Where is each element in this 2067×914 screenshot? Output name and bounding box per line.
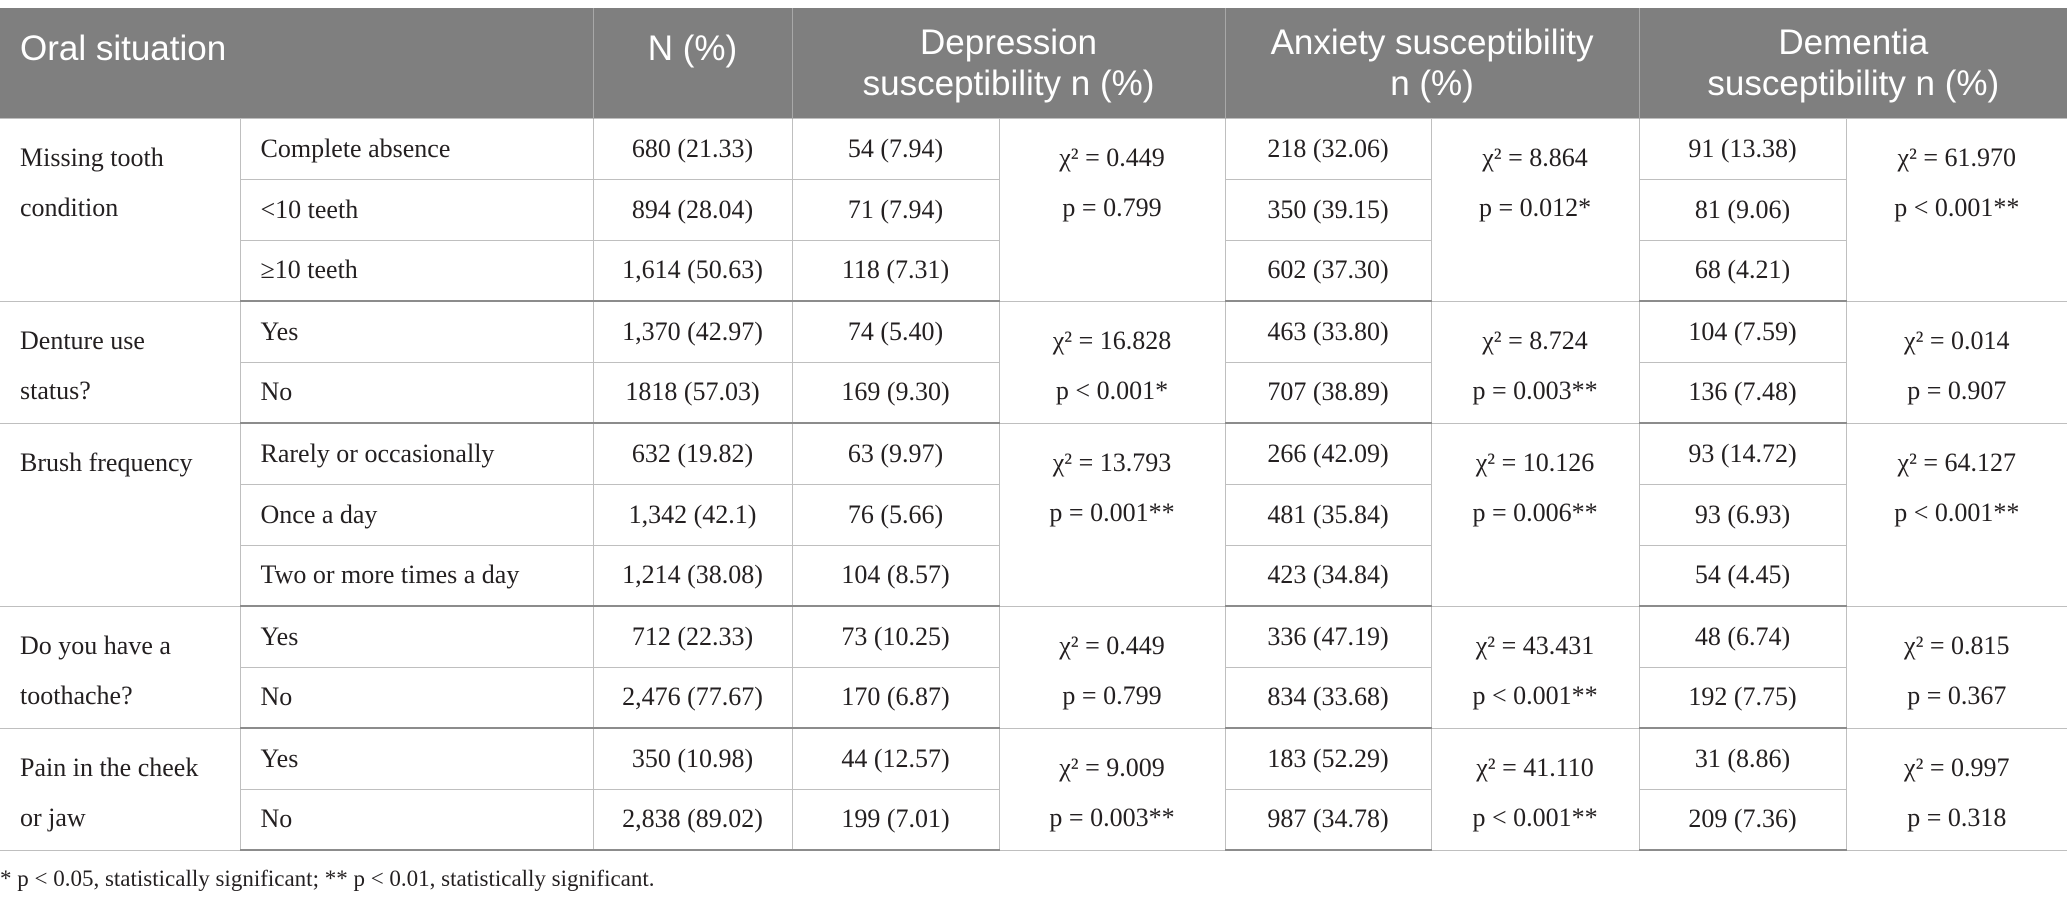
dementia-count-cell: 209 (7.36) (1639, 789, 1846, 850)
chi-square-value: χ² = 64.127 (1897, 447, 2017, 477)
anxiety-count-cell: 266 (42.09) (1225, 423, 1431, 484)
chi-square-value: χ² = 0.997 (1904, 752, 2010, 782)
p-value: p = 0.318 (1907, 802, 2007, 832)
p-value: p = 0.006** (1472, 497, 1598, 527)
header-anxiety-line-1: Anxiety susceptibility (1270, 22, 1594, 62)
dementia-count-cell: 93 (14.72) (1639, 423, 1846, 484)
n-percent-cell: 1,214 (38.08) (593, 545, 792, 606)
dementia-count-cell: 68 (4.21) (1639, 240, 1846, 301)
n-percent-cell: 2,476 (77.67) (593, 667, 792, 728)
p-value: p = 0.799 (1062, 192, 1162, 222)
anxiety-count-cell: 834 (33.68) (1225, 667, 1431, 728)
depression-count-cell: 44 (12.57) (792, 728, 999, 789)
anxiety-count-cell: 218 (32.06) (1225, 118, 1431, 179)
n-percent-cell: 632 (19.82) (593, 423, 792, 484)
depression-stat-cell (999, 728, 1225, 850)
row-level-label: No (240, 789, 593, 850)
table-row (0, 423, 2067, 484)
p-value: p = 0.001** (1049, 497, 1175, 527)
p-value: p = 0.907 (1907, 375, 2007, 405)
depression-count-cell: 63 (9.97) (792, 423, 999, 484)
header-dementia-line-1: Dementia (1778, 22, 1929, 62)
p-value: p = 0.012* (1478, 192, 1592, 222)
row-level-label: No (240, 667, 593, 728)
n-percent-cell: 1,342 (42.1) (593, 484, 792, 545)
anxiety-count-cell: 481 (35.84) (1225, 484, 1431, 545)
header-row (0, 8, 2067, 118)
n-percent-cell: 350 (10.98) (593, 728, 792, 789)
depression-count-cell: 73 (10.25) (792, 606, 999, 667)
depression-count-cell: 118 (7.31) (792, 240, 999, 301)
p-value: p = 0.799 (1062, 680, 1162, 710)
anxiety-count-cell: 602 (37.30) (1225, 240, 1431, 301)
dementia-count-cell: 136 (7.48) (1639, 362, 1846, 423)
dementia-count-cell: 31 (8.86) (1639, 728, 1846, 789)
depression-stat-cell (999, 423, 1225, 606)
anxiety-stat-cell (1431, 728, 1639, 850)
dementia-stat-cell (1846, 606, 2067, 728)
row-level-label: Once a day (240, 484, 593, 545)
anxiety-stat-cell (1431, 423, 1639, 606)
depression-count-cell: 104 (8.57) (792, 545, 999, 606)
chi-square-value: χ² = 10.126 (1475, 447, 1595, 477)
row-level-label: <10 teeth (240, 179, 593, 240)
depression-count-cell: 170 (6.87) (792, 667, 999, 728)
table-row (0, 118, 2067, 179)
chi-square-value: χ² = 16.828 (1052, 325, 1172, 355)
header-anxiety-line-2: n (%) (1390, 63, 1474, 103)
table-row (0, 606, 2067, 667)
depression-count-cell: 54 (7.94) (792, 118, 999, 179)
anxiety-stat-cell (1431, 301, 1639, 423)
n-percent-cell: 1818 (57.03) (593, 362, 792, 423)
n-percent-cell: 894 (28.04) (593, 179, 792, 240)
table-row (0, 728, 2067, 789)
p-value: p < 0.001** (1894, 192, 2020, 222)
row-level-label: Complete absence (240, 118, 593, 179)
row-level-label: Rarely or occasionally (240, 423, 593, 484)
dementia-count-cell: 81 (9.06) (1639, 179, 1846, 240)
anxiety-count-cell: 350 (39.15) (1225, 179, 1431, 240)
row-level-label: ≥10 teeth (240, 240, 593, 301)
chi-square-value: χ² = 8.864 (1482, 142, 1588, 172)
chi-square-value: χ² = 0.449 (1059, 142, 1165, 172)
row-group-label: Denture use status? (0, 301, 240, 423)
chi-square-value: χ² = 8.724 (1482, 325, 1588, 355)
row-group-label: Missing tooth condition (0, 118, 240, 301)
anxiety-count-cell: 183 (52.29) (1225, 728, 1431, 789)
header-dementia-line-2: susceptibility n (%) (1707, 63, 2000, 103)
header-depression-line-1: Depression (919, 22, 1098, 62)
header-depression (792, 8, 1225, 118)
p-value: p = 0.003** (1049, 802, 1175, 832)
chi-square-value: χ² = 9.009 (1059, 752, 1165, 782)
chi-square-value: χ² = 41.110 (1476, 752, 1594, 782)
chi-square-value: χ² = 0.014 (1904, 325, 2010, 355)
chi-square-value: χ² = 61.970 (1897, 142, 2017, 172)
row-level-label: Two or more times a day (240, 545, 593, 606)
dementia-count-cell: 91 (13.38) (1639, 118, 1846, 179)
footnote: * p < 0.05, statistically significant; ** p < 0.01, statistically significant. (0, 866, 655, 891)
dementia-stat-cell (1846, 301, 2067, 423)
p-value: p = 0.367 (1907, 680, 2007, 710)
p-value: p < 0.001** (1894, 497, 2020, 527)
results-table (0, 8, 2067, 851)
header-n-percent: N (%) (593, 8, 792, 118)
row-level-label: Yes (240, 301, 593, 362)
header-dementia (1639, 8, 2067, 118)
row-level-label: No (240, 362, 593, 423)
row-level-label: Yes (240, 728, 593, 789)
depression-stat-cell (999, 606, 1225, 728)
header-oral-situation: Oral situation (0, 8, 593, 118)
anxiety-count-cell: 707 (38.89) (1225, 362, 1431, 423)
dementia-stat-cell (1846, 728, 2067, 850)
depression-stat-cell (999, 301, 1225, 423)
n-percent-cell: 1,614 (50.63) (593, 240, 792, 301)
row-group-label: Pain in the cheek or jaw (0, 728, 240, 850)
table-body (0, 118, 2067, 850)
depression-stat-cell (999, 118, 1225, 301)
dementia-stat-cell (1846, 423, 2067, 606)
anxiety-stat-cell (1431, 606, 1639, 728)
p-value: p < 0.001** (1472, 680, 1598, 710)
header-depression-line-2: susceptibility n (%) (862, 63, 1155, 103)
n-percent-cell: 1,370 (42.97) (593, 301, 792, 362)
n-percent-cell: 680 (21.33) (593, 118, 792, 179)
anxiety-count-cell: 336 (47.19) (1225, 606, 1431, 667)
p-value: p < 0.001** (1472, 802, 1598, 832)
table-row (0, 301, 2067, 362)
anxiety-stat-cell (1431, 118, 1639, 301)
depression-count-cell: 76 (5.66) (792, 484, 999, 545)
depression-count-cell: 169 (9.30) (792, 362, 999, 423)
p-value: p = 0.003** (1472, 375, 1598, 405)
row-group-label: Brush frequency (0, 423, 240, 606)
row-level-label: Yes (240, 606, 593, 667)
anxiety-count-cell: 423 (34.84) (1225, 545, 1431, 606)
depression-count-cell: 71 (7.94) (792, 179, 999, 240)
depression-count-cell: 199 (7.01) (792, 789, 999, 850)
dementia-count-cell: 93 (6.93) (1639, 484, 1846, 545)
chi-square-value: χ² = 0.449 (1059, 630, 1165, 660)
chi-square-value: χ² = 13.793 (1052, 447, 1172, 477)
row-group-label: Do you have a toothache? (0, 606, 240, 728)
chi-square-value: χ² = 0.815 (1904, 630, 2010, 660)
dementia-count-cell: 104 (7.59) (1639, 301, 1846, 362)
dementia-count-cell: 48 (6.74) (1639, 606, 1846, 667)
dementia-stat-cell (1846, 118, 2067, 301)
n-percent-cell: 712 (22.33) (593, 606, 792, 667)
header-anxiety (1225, 8, 1639, 118)
anxiety-count-cell: 463 (33.80) (1225, 301, 1431, 362)
p-value: p < 0.001* (1055, 375, 1169, 405)
anxiety-count-cell: 987 (34.78) (1225, 789, 1431, 850)
n-percent-cell: 2,838 (89.02) (593, 789, 792, 850)
dementia-count-cell: 54 (4.45) (1639, 545, 1846, 606)
chi-square-value: χ² = 43.431 (1475, 630, 1595, 660)
dementia-count-cell: 192 (7.75) (1639, 667, 1846, 728)
depression-count-cell: 74 (5.40) (792, 301, 999, 362)
